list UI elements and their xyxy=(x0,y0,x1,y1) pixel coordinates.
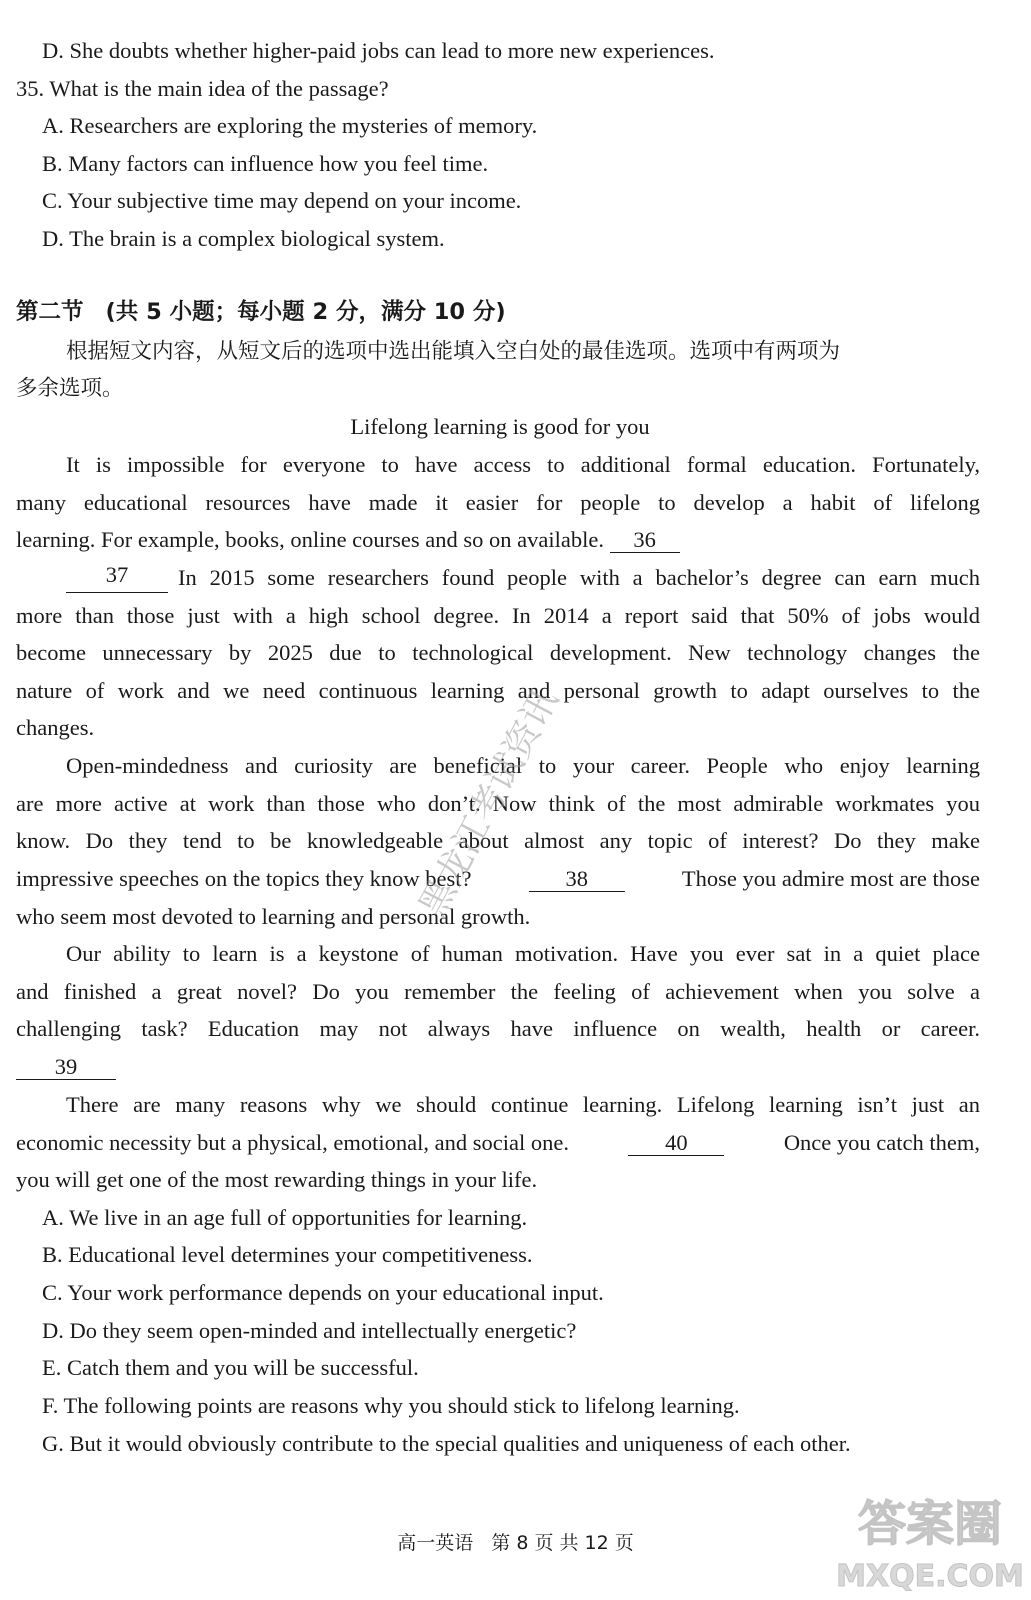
section-scoring: (共 5 小题；每小题 2 分，满分 10 分) xyxy=(105,299,506,325)
page-footer xyxy=(0,1530,1031,1556)
blank-37[interactable]: 37 xyxy=(66,563,168,593)
section-instruction-2: 多余选项。 xyxy=(16,376,124,401)
p3-line-1: Open-mindedness and curiosity are beneficial to your career. People who enjoy learning xyxy=(66,753,980,778)
choice-b: B. Educational level determines your competitiveness. xyxy=(42,1242,533,1267)
p2-line-1-text: In 2015 some researchers found people with a bachelor’s degree can earn much xyxy=(178,565,980,590)
p3-line-2: are more active at work than those who don’t. Now think of the most admirable workmates you xyxy=(16,791,980,816)
p4-line-3: challenging task? Education may not always have influence on wealth, health or career. xyxy=(16,1016,980,1041)
watermark-text: 黑龙江考试资讯 xyxy=(411,682,567,925)
p2-line-2: more than those just with a high school degree. In 2014 a report said that 50% of jobs would xyxy=(16,603,980,628)
q35-option-d: D. The brain is a complex biological system. xyxy=(42,226,445,251)
p3-line-3: know. Do they tend to be knowledgeable about almost any topic of interest? Do they make xyxy=(16,828,980,853)
p1-line-2: many educational resources have made it easier for people to develop a habit of lifelong xyxy=(16,490,980,515)
p2-line-3: become unnecessary by 2025 due to technological development. New technology changes the xyxy=(16,640,980,665)
q35-question: 35. What is the main idea of the passage? xyxy=(16,76,389,101)
p5-line-1: There are many reasons why we should continue learning. Lifelong learning isn’t just an xyxy=(66,1092,980,1117)
logo-url: MXQE.COM xyxy=(836,1559,1024,1594)
choice-g: G. But it would obviously contribute to the special qualities and uniqueness of each other. xyxy=(42,1431,851,1456)
p3-line-4-text-b: Those you admire most are those xyxy=(681,866,980,891)
p3-line-5: who seem most devoted to learning and personal growth. xyxy=(16,904,531,929)
p3-line-4 xyxy=(16,864,980,894)
q35-option-b: B. Many factors can influence how you feel time. xyxy=(42,151,489,176)
p5-line-2-text-a: economic necessity but a physical, emotional, and social one. xyxy=(16,1130,569,1155)
p1-line-3-text: learning. For example, books, online courses and so on available. xyxy=(16,527,604,552)
passage-title: Lifelong learning is good for you xyxy=(350,414,650,439)
p4-line-1: Our ability to learn is a keystone of human motivation. Have you ever sat in a quiet place xyxy=(66,941,980,966)
choice-f: F. The following points are reasons why you should stick to lifelong learning. xyxy=(42,1393,740,1418)
p5-line-3: you will get one of the most rewarding things in your life. xyxy=(16,1167,538,1192)
p4-line-2: and finished a great novel? Do you remember the feeling of achievement when you solve a xyxy=(16,979,980,1004)
p1-line-1: It is impossible for everyone to have access to additional formal education. Fortunately, xyxy=(66,452,980,477)
q35-option-a: A. Researchers are exploring the mysteries of memory. xyxy=(42,113,538,138)
choice-e: E. Catch them and you will be successful. xyxy=(42,1355,419,1380)
p2-line-4: nature of work and we need continuous learning and personal growth to adapt ourselves to the xyxy=(16,678,980,703)
p5-line-2-text-b: Once you catch them, xyxy=(783,1130,980,1155)
q35-option-c: C. Your subjective time may depend on your income. xyxy=(42,188,522,213)
section-title: 第二节 xyxy=(16,299,84,325)
p2-line-5: changes. xyxy=(16,715,95,740)
section-instruction-1: 根据短文内容，从短文后的选项中选出能填入空白处的最佳选项。选项中有两项为 xyxy=(66,339,841,364)
choice-a: A. We live in an age full of opportunities for learning. xyxy=(42,1205,528,1230)
footer-subject: 高一英语 xyxy=(397,1532,474,1554)
p1-line-3 xyxy=(16,525,680,555)
blank-38[interactable]: 38 xyxy=(529,867,625,892)
choice-c: C. Your work performance depends on your educational input. xyxy=(42,1280,604,1305)
p4-line-4 xyxy=(16,1052,116,1082)
blank-40[interactable]: 40 xyxy=(628,1131,724,1156)
blank-39[interactable]: 39 xyxy=(16,1055,116,1080)
p2-line-1 xyxy=(66,563,980,593)
q34-option-d: D. She doubts whether higher-paid jobs can lead to more new experiences. xyxy=(42,38,715,63)
footer-page-number: 第 8 页 共 12 页 xyxy=(491,1532,634,1554)
logo-text: 答案圈 xyxy=(857,1496,1003,1552)
p3-line-4-text-a: impressive speeches on the topics they know best? xyxy=(16,866,472,891)
p5-line-2 xyxy=(16,1128,980,1158)
blank-36[interactable]: 36 xyxy=(610,528,680,553)
section-heading xyxy=(16,297,506,327)
choice-d: D. Do they seem open-minded and intellectually energetic? xyxy=(42,1318,577,1343)
